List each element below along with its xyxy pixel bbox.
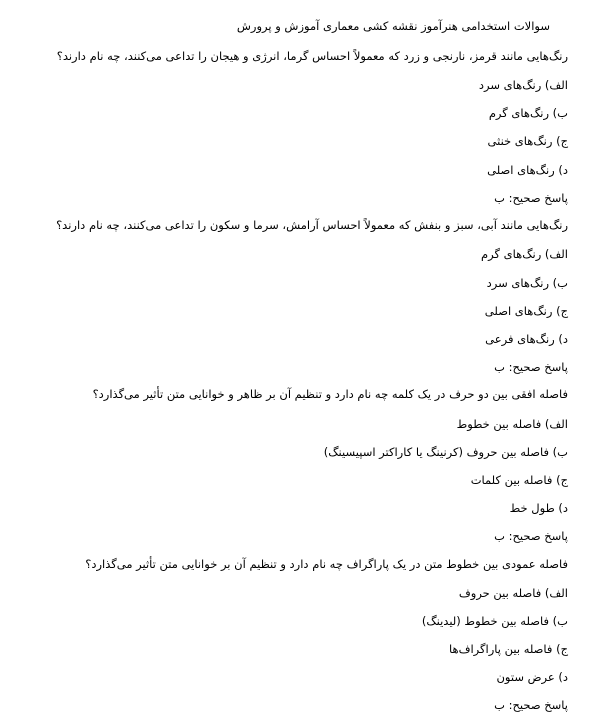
question-3-option-b: ب) فاصله بین حروف (کرنینگ یا کاراکتر اسپیسینگ)	[323, 445, 568, 459]
question-1-text: رنگ‌هایی مانند قرمز، نارنجی و زرد که معمولاً احساس گرما، انرژی و هیجان را تداعی می‌کنند، چه نام دارند؟	[56, 49, 568, 63]
question-4-option-c: ج) فاصله بین پاراگراف‌ها	[449, 642, 568, 656]
question-1-option-a: الف) رنگ‌های سرد	[478, 78, 568, 92]
question-3-text: فاصله افقی بین دو حرف در یک کلمه چه نام دارد و تنظیم آن بر ظاهر و خوانایی متن تأثیر می‌گذارد؟	[92, 387, 568, 401]
question-2-option-d: د) رنگ‌های فرعی	[485, 332, 568, 346]
question-2-option-b: ب) رنگ‌های سرد	[486, 276, 568, 290]
question-4-text: فاصله عمودی بین خطوط متن در یک پاراگراف چه نام دارد و تنظیم آن بر خوانایی متن تأثیر می‌گذارد؟	[85, 557, 568, 571]
question-3-option-d: د) طول خط	[509, 501, 568, 515]
question-1-option-b: ب) رنگ‌های گرم	[488, 106, 568, 120]
question-3-option-a: الف) فاصله بین خطوط	[456, 417, 568, 431]
question-1-answer: پاسخ صحیح: ب	[494, 191, 568, 205]
question-4-option-d: د) عرض ستون	[496, 670, 568, 684]
question-4-option-b: ب) فاصله بین خطوط (لیدینگ)	[421, 614, 568, 628]
question-3-answer: پاسخ صحیح: ب	[494, 529, 568, 543]
question-2-option-a: الف) رنگ‌های گرم	[481, 247, 568, 261]
question-2-answer: پاسخ صحیح: ب	[494, 360, 568, 374]
question-2-text: رنگ‌هایی مانند آبی، سبز و بنفش که معمولاً احساس آرامش، سرما و سکون را تداعی می‌کنند، چه نام دارند؟	[56, 218, 568, 232]
question-3-option-c: ج) فاصله بین کلمات	[470, 473, 568, 487]
document-title: سوالات استخدامی هنرآموز نقشه کشی معماری آموزش و پرورش	[236, 19, 550, 33]
question-1-option-d: د) رنگ‌های اصلی	[487, 163, 568, 177]
question-1-option-c: ج) رنگ‌های خنثی	[487, 134, 568, 148]
question-2-option-c: ج) رنگ‌های اصلی	[484, 304, 568, 318]
question-4-answer: پاسخ صحیح: ب	[494, 698, 568, 712]
question-4-option-a: الف) فاصله بین حروف	[458, 586, 568, 600]
